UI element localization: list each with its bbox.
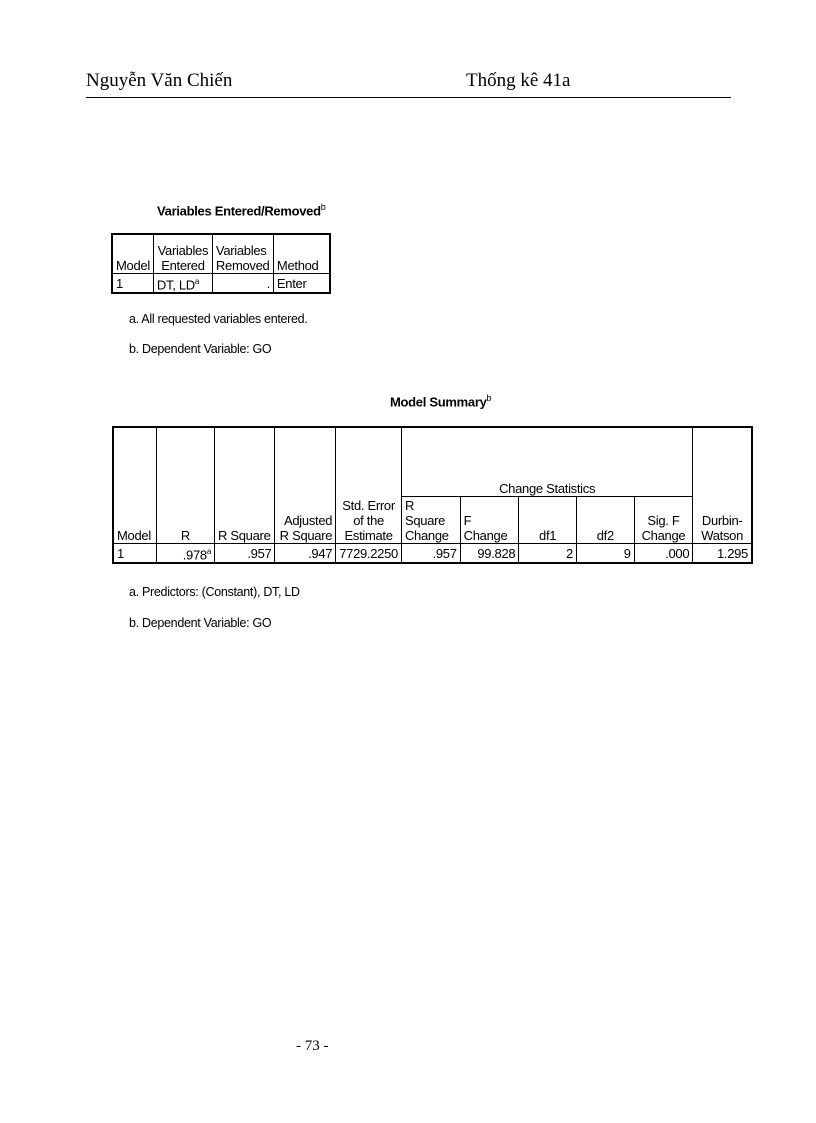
t2-cell-r-square-change: .957 <box>401 544 460 564</box>
t2-col-r-square: R Square <box>214 427 274 544</box>
page-number: - 73 - <box>296 1038 329 1054</box>
t2-cell-durbin-watson: 1.295 <box>693 544 752 564</box>
t1-cell-method: Enter <box>273 274 330 294</box>
t1-cell-entered-text: DT, LD <box>156 277 195 293</box>
t2-col-adj-r-square: Adjusted R Square <box>275 427 336 544</box>
t2-cell-df1: 2 <box>519 544 577 564</box>
t1-cell-entered-sup: a <box>194 277 200 286</box>
t2-col-r-square-change: R Square Change <box>401 497 460 544</box>
t1-cell-entered <box>153 274 212 294</box>
model-summary-table <box>112 426 753 564</box>
header-rule <box>86 97 731 98</box>
table1-note-b: b. Dependent Variable: GO <box>129 342 272 356</box>
variables-entered-table <box>111 233 331 294</box>
t1-col-method: Method <box>273 234 330 274</box>
table1-title-sup: b <box>320 202 326 212</box>
t1-col-model: Model <box>112 234 153 274</box>
t2-col-sig-f-change: Sig. F Change <box>634 497 693 544</box>
t2-cell-r-square: .957 <box>214 544 274 564</box>
t2-cell-r-sup: a <box>206 547 211 556</box>
table1-title-text: Variables Entered/Removed <box>157 203 321 219</box>
t2-col-df2: df2 <box>576 497 634 544</box>
table1-header-row <box>112 234 330 274</box>
t1-cell-removed: . <box>212 274 273 294</box>
table2-title-sup: b <box>486 393 492 403</box>
t2-cell-r <box>156 544 214 564</box>
t2-col-change-statistics: Change Statistics <box>401 427 692 497</box>
table2-note-b: b. Dependent Variable: GO <box>129 616 272 630</box>
t2-col-durbin-watson: Durbin-Watson <box>693 427 752 544</box>
t2-cell-model: 1 <box>113 544 156 564</box>
t1-cell-model: 1 <box>112 274 153 294</box>
t2-cell-f-change: 99.828 <box>460 544 519 564</box>
header-author: Nguyễn Văn Chiến <box>86 70 233 91</box>
table2-header-row-1 <box>113 427 752 497</box>
t2-cell-adj-r-square: .947 <box>275 544 336 564</box>
t1-col-removed: Variables Removed <box>212 234 273 274</box>
table-row <box>113 544 752 564</box>
t2-col-r: R <box>156 427 214 544</box>
t2-cell-df2: 9 <box>576 544 634 564</box>
table-row <box>112 274 330 294</box>
t2-cell-std-error: 7729.2250 <box>336 544 402 564</box>
table2-title <box>390 393 491 409</box>
t2-col-f-change: F Change <box>460 497 519 544</box>
t2-col-df1: df1 <box>519 497 577 544</box>
header-subject: Thống kê 41a <box>466 70 571 91</box>
table1-note-a: a. All requested variables entered. <box>129 312 308 326</box>
t2-cell-r-text: .978 <box>182 547 207 563</box>
table2-note-a: a. Predictors: (Constant), DT, LD <box>129 585 300 599</box>
table1-title <box>157 202 325 218</box>
t2-cell-sig-f-change: .000 <box>634 544 693 564</box>
t2-col-std-error: Std. Error of the Estimate <box>336 427 402 544</box>
table2-title-text: Model Summary <box>390 394 487 410</box>
t1-col-entered: Variables Entered <box>153 234 212 274</box>
t2-col-model: Model <box>113 427 156 544</box>
